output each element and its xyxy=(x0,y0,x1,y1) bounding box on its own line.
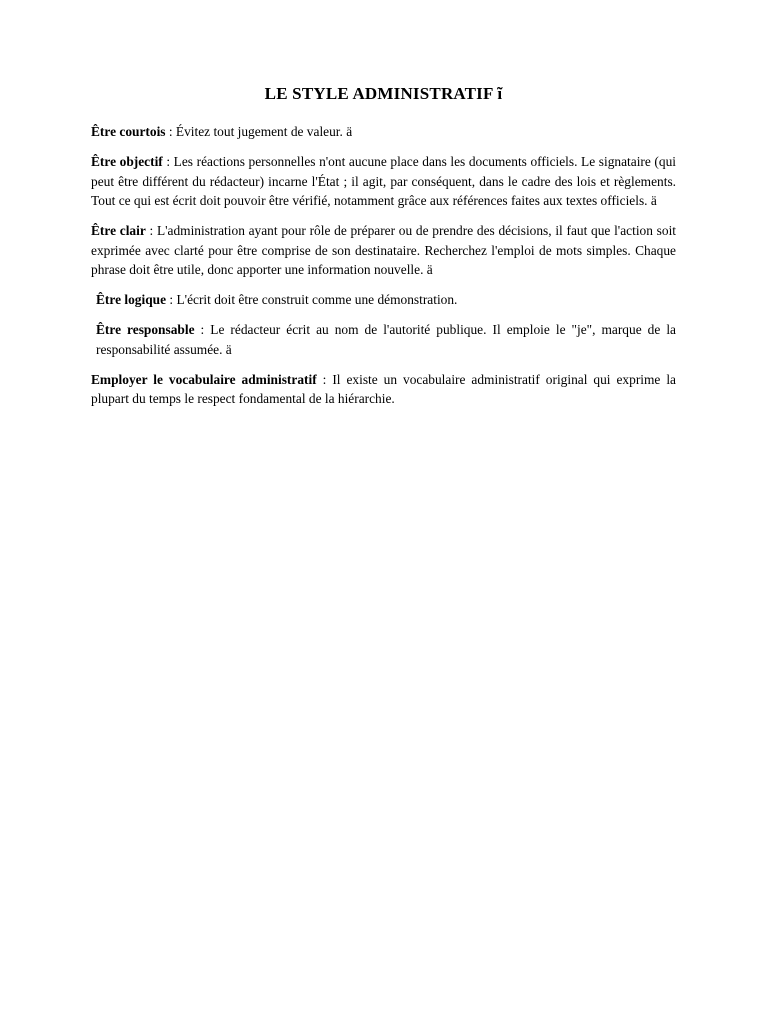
paragraph-courtois xyxy=(91,122,676,142)
term-courtois: Être courtois xyxy=(91,124,166,139)
paragraph-responsable xyxy=(91,320,676,359)
text-courtois: : Évitez tout jugement de valeur. ä xyxy=(165,124,353,139)
paragraph-vocabulaire xyxy=(91,370,676,409)
term-objectif: Être objectif xyxy=(91,154,163,169)
document-title: LE STYLE ADMINISTRATIF ĩ xyxy=(264,84,503,103)
text-logique: : L'écrit doit être construit comme une démonstration. xyxy=(166,292,458,307)
term-logique: Être logique xyxy=(96,292,167,307)
text-objectif: : Les réactions personnelles n'ont aucune place dans les documents officiels. Le signataire (qui peut être différent du rédacteur) incarne l'État ; il agit, par conséquent, dans le cadre des lois et règlements. Tout ce qui est écrit doit pouvoir être vérifié, notamment grâce aux références faites aux textes officiels. ä xyxy=(91,154,676,208)
paragraph-objectif xyxy=(91,152,676,211)
term-clair: Être clair xyxy=(91,223,146,238)
text-clair: : L'administration ayant pour rôle de préparer ou de prendre des décisions, il faut que l'action soit exprimée avec clarté pour être comprise de son destinataire. Recherchez l'emploi de mots simples. Chaque phrase doit être utile, donc apporter une information nouvelle. ä xyxy=(91,223,677,277)
paragraph-logique xyxy=(91,290,676,310)
text-responsable: : Le rédacteur écrit au nom de l'autorité publique. Il emploie le "je", marque de la responsabilité assumée. ä xyxy=(96,322,676,357)
paragraph-clair xyxy=(91,221,676,280)
text-vocabulaire: : Il existe un vocabulaire administratif original qui exprime la plupart du temps le respect fondamental de la hiérarchie. xyxy=(91,371,676,406)
term-vocabulaire: Employer le vocabulaire administratif xyxy=(91,371,317,387)
document-page xyxy=(91,84,676,419)
term-responsable: Être responsable xyxy=(96,322,195,337)
